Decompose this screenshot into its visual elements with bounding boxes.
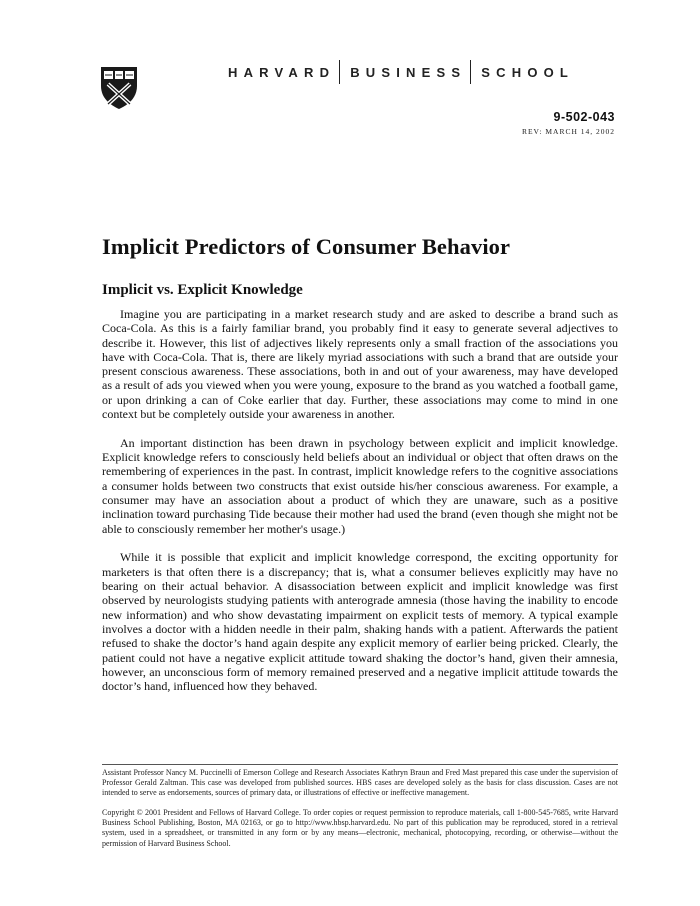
paragraph: Imagine you are participating in a market research study and are asked to describe a brand such as Coca-Cola. As this is a fairly familiar brand, you probably find it easy to generate several adjectives to describe it. However, this list of adjectives likely represents only a small fraction of the associations you have with Coca-Cola. That is, there are likely myriad associations with such a brand that are outside your present conscious awareness. These associations, both in and out of your awareness, may have developed as a result of ads you viewed when you were young, exposure to the brand as you watched a football game, or upon drinking a can of Coke earlier that day. Further, these associations may come to mind in one context but be completely outside your awareness in another.	[102, 307, 618, 422]
paragraph: An important distinction has been drawn in psychology between explicit and implicit knowledge. Explicit knowledge refers to consciously held beliefs about an individual or object that often draws on the remembering of experiences in the past. In contrast, implicit knowledge refers to the cognitive associations a consumer holds between two constructs that exist outside his/her conscious awareness. For example, a consumer may have an association about a product of which they are unaware, such as a positive inclination toward purchasing Tide because their mother had used the brand (even though she might not be able to consciously remember her mother's usage.)	[102, 435, 618, 536]
banner-divider	[470, 60, 471, 84]
revision-date: REV: MARCH 14, 2002	[521, 127, 615, 136]
school-banner	[228, 60, 620, 84]
banner-word-business: BUSINESS	[350, 64, 467, 80]
banner-word-school: SCHOOL	[481, 64, 575, 80]
document-title: Implicit Predictors of Consumer Behavior	[102, 234, 511, 259]
copyright-note: Copyright © 2001 President and Fellows of Harvard College. To order copies or request permission to reproduce materials, call 1-800-545-7685, write Harvard Business School Publishing, Boston, MA 02163, or go to http://www.hbsp.harvard.edu. No part of this publication may be reproduced, stored in a retrieval system, used in a spreadsheet, or transmitted in any form or by any means—electronic, mechanical, photocopying, recording, or otherwise—without the permission of Harvard Business School.	[102, 808, 618, 848]
case-number: 9-502-043	[553, 110, 615, 124]
footnote-divider	[102, 764, 618, 765]
banner-word-harvard: HARVARD	[228, 64, 336, 80]
harvard-shield-icon	[100, 66, 138, 110]
paragraph: While it is possible that explicit and implicit knowledge correspond, the exciting opportunity for marketers is that often there is a discrepancy; that is, what a consumer believes explicitly may have no bearing on their actual behavior. A disassociation between explicit and implicit knowledge was first observed by neurologists studying patients with anterograde amnesia (those having the inability to encode new information) and who show devastating impairment on explicit tests of memory. A typical example involves a doctor with a hidden needle in their palm, shaking hands with a patient. Afterwards the patient refused to shake the doctor’s hand again despite any explicit memory of earlier being pricked. Clearly, the patient could not have a negative explicit attitude toward shaking the doctor’s hand, given their amnesia, however, an unconscious form of memory remained preserved and a negative implicit attitude towards the doctor’s hand, influenced how they behaved.	[102, 550, 618, 694]
body-text	[102, 307, 618, 708]
authorship-note: Assistant Professor Nancy M. Puccinelli of Emerson College and Research Associates Kathryn Braun and Fred Mast prepared this case under the supervision of Professor Gerald Zaltman. This case was developed from published sources. HBS cases are developed solely as the basis for class discussion. Cases are not intended to serve as endorsements, sources of primary data, or illustrations of effective or ineffective management.	[102, 768, 618, 798]
section-heading: Implicit vs. Explicit Knowledge	[102, 282, 303, 298]
banner-divider	[339, 60, 340, 84]
